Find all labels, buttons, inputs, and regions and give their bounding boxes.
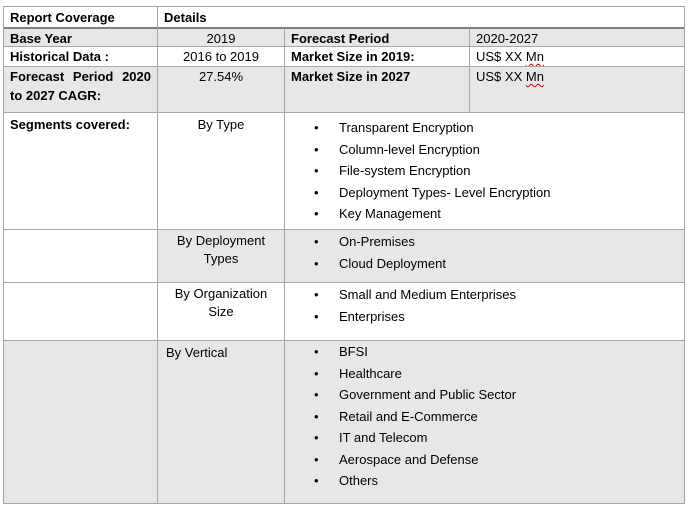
segment-label-blank — [3, 229, 157, 282]
segment-group-name: By Type — [157, 112, 284, 229]
segment-item: • Others — [285, 470, 685, 492]
market-size-2019-label: Market Size in 2019: — [284, 46, 469, 66]
segment-item: • Column-level Encryption — [285, 139, 685, 161]
segment-item: • Government and Public Sector — [285, 384, 685, 406]
forecast-period-label: Forecast Period — [284, 27, 469, 46]
base-year-label: Base Year — [3, 27, 157, 46]
segment-group-name: By Deployment Types — [157, 229, 284, 282]
market-size-2019-prefix: US$ XX — [476, 49, 526, 64]
historical-data-label: Historical Data : — [3, 46, 157, 66]
segment-group-items — [284, 282, 685, 340]
header-report-coverage: Report Coverage — [3, 6, 157, 27]
segments-covered-label: Segments covered: — [3, 112, 157, 229]
segment-item: • Transparent Encryption — [285, 117, 685, 139]
segment-item: • Healthcare — [285, 363, 685, 385]
segment-item: • Key Management — [285, 203, 685, 225]
market-size-2027-prefix: US$ XX — [476, 69, 526, 84]
segment-item: • Small and Medium Enterprises — [285, 284, 685, 306]
market-size-2027-unit: Mn — [525, 69, 544, 84]
segment-group-name: By Vertical — [157, 340, 284, 504]
segment-item: • IT and Telecom — [285, 427, 685, 449]
segment-item: • Aerospace and Defense — [285, 449, 685, 471]
segment-item: • File-system Encryption — [285, 160, 685, 182]
forecast-period-value — [469, 27, 685, 46]
segment-group-items — [284, 112, 685, 229]
segment-label-blank — [3, 282, 157, 340]
historical-data-value: 2016 to 2019 — [157, 46, 284, 66]
segment-label-blank — [3, 340, 157, 504]
base-year-value: 2019 — [157, 27, 284, 46]
segment-item: • Enterprises — [285, 306, 685, 328]
forecast-period-value-text: 2020-2027 — [476, 31, 539, 46]
segment-item: • Cloud Deployment — [285, 253, 685, 275]
market-size-2019-unit: Mn — [525, 49, 544, 64]
market-size-2027-value — [469, 66, 685, 112]
segment-item: • Deployment Types- Level Encryption — [285, 182, 685, 204]
report-table — [3, 6, 685, 504]
segment-group-items — [284, 229, 685, 282]
header-details: Details — [157, 6, 685, 27]
segment-item: • BFSI — [285, 341, 685, 363]
segment-item: • Retail and E-Commerce — [285, 406, 685, 428]
market-size-2019-value — [469, 46, 685, 66]
segment-group-items — [284, 340, 685, 504]
segment-group-name: By Organization Size — [157, 282, 284, 340]
forecast-cagr-label: Forecast Period 2020 to 2027 CAGR: — [3, 66, 157, 112]
segment-item: • On-Premises — [285, 231, 685, 253]
market-size-2027-label: Market Size in 2027 — [284, 66, 469, 112]
forecast-cagr-value: 27.54% — [157, 66, 284, 112]
